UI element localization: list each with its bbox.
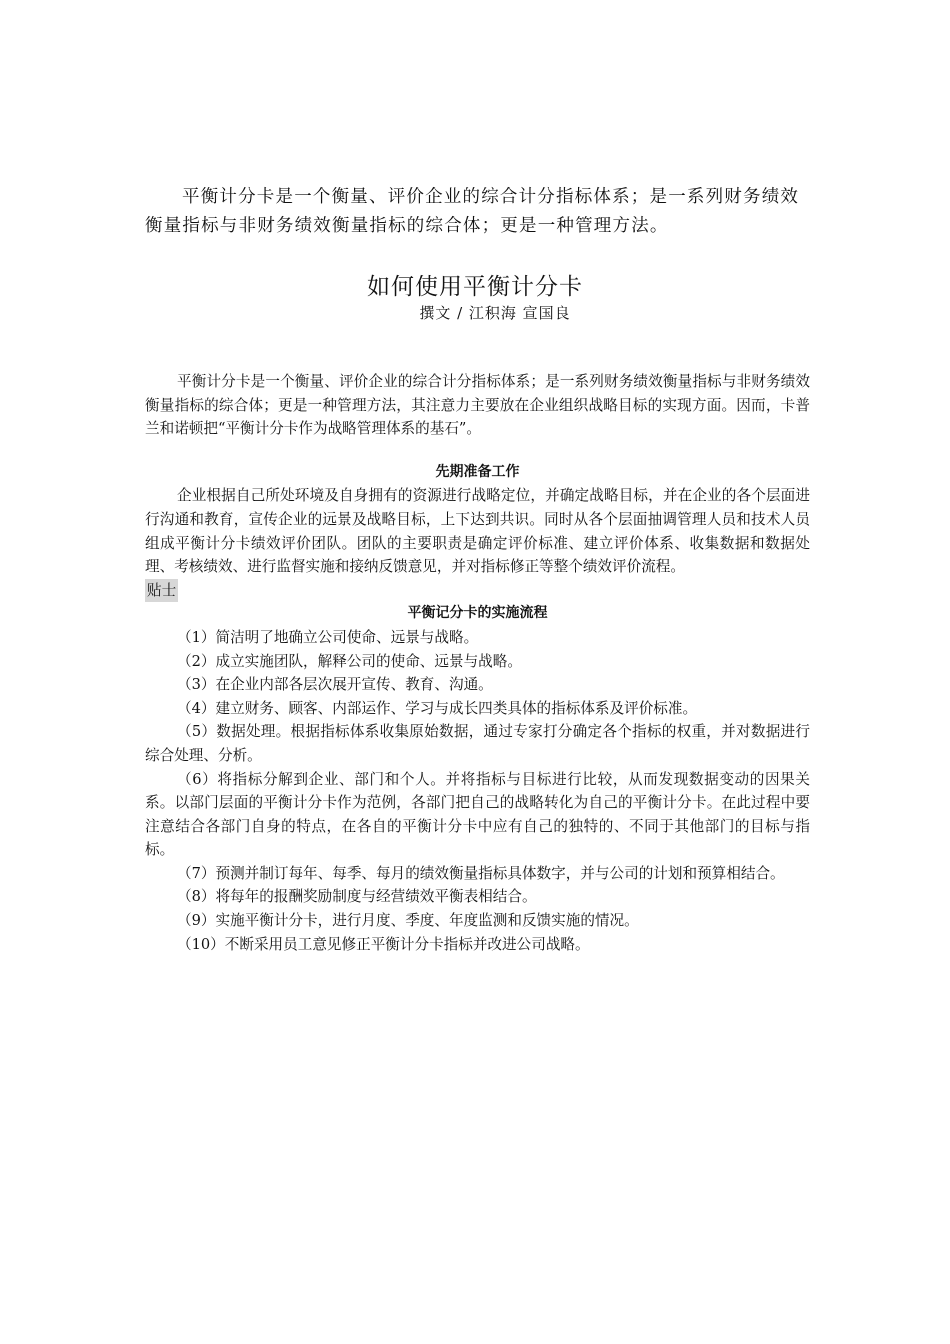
process-step: （4）建立财务、顾客、内部运作、学习与成长四类具体的指标体系及评价标准。 — [177, 699, 698, 717]
lead-paragraph: 平衡计分卡是一个衡量、评价企业的综合计分指标体系；是一系列财务绩效衡量指标与非财务绩效衡量指标的综合体；更是一种管理方法，其注意力主要放在企业组织战略目标的实现方面。因而，卡普兰和诺顿把“平衡计分卡作为战略管理体系的基石”。 — [145, 373, 810, 438]
process-step: （2）成立实施团队，解释公司的使命、远景与战略。 — [177, 652, 522, 670]
section-heading-process: 平衡记分卡的实施流程 — [407, 605, 548, 622]
process-step: （7）预测并制订每年、每季、每月的绩效衡量指标具体数字，并与公司的计划和预算相结合。 — [177, 864, 785, 882]
intro-summary: 平衡计分卡是一个衡量、评价企业的综合计分指标体系；是一系列财务绩效衡量指标与非财务绩效衡量指标的综合体；更是一种管理方法。 — [145, 187, 800, 236]
preparation-paragraph: 企业根据自己所处环境及自身拥有的资源进行战略定位，并确定战略目标，并在企业的各个层面进行沟通和教育，宣传企业的远景及战略目标，上下达到共识。同时从各个层面抽调管理人员和技术人员组成平衡计分卡绩效评价团队。团队的主要职责是确定评价标准、建立评价体系、收集数据和数据处理、考核绩效、进行监督实施和接纳反馈意见，并对指标修正等整个绩效评价流程。 — [145, 487, 810, 576]
byline: 撰文 / 江积海 宣国良 — [419, 304, 571, 322]
process-step: （3）在企业内部各层次展开宣传、教育、沟通。 — [177, 676, 493, 694]
process-step: （1）简洁明了地确立公司使命、远景与战略。 — [177, 628, 479, 646]
process-step: （9）实施平衡计分卡，进行月度、季度、年度监测和反馈实施的情况。 — [177, 912, 639, 930]
process-step: （8）将每年的报酬奖励制度与经营绩效平衡表相结合。 — [177, 888, 537, 906]
tip-label: 贴士 — [145, 579, 178, 603]
process-step: （10）不断采用员工意见修正平衡计分卡指标并改进公司战略。 — [177, 935, 590, 953]
process-step: （6）将指标分解到企业、部门和个人。并将指标与目标进行比较，从而发现数据变动的因果关系。以部门层面的平衡计分卡作为范例，各部门把自己的战略转化为自己的平衡计分卡。在此过程中要注意结合各部门自身的特点，在各自的平衡计分卡中应有自己的独特的、不同于其他部门的目标与指标。 — [145, 770, 810, 859]
process-step: （5）数据处理。根据指标体系收集原始数据，通过专家打分确定各个指标的权重，并对数据进行综合处理、分析。 — [145, 723, 810, 764]
article-title: 如何使用平衡计分卡 — [367, 274, 583, 300]
section-heading-preparation: 先期准备工作 — [435, 463, 520, 480]
article-body — [145, 370, 810, 956]
